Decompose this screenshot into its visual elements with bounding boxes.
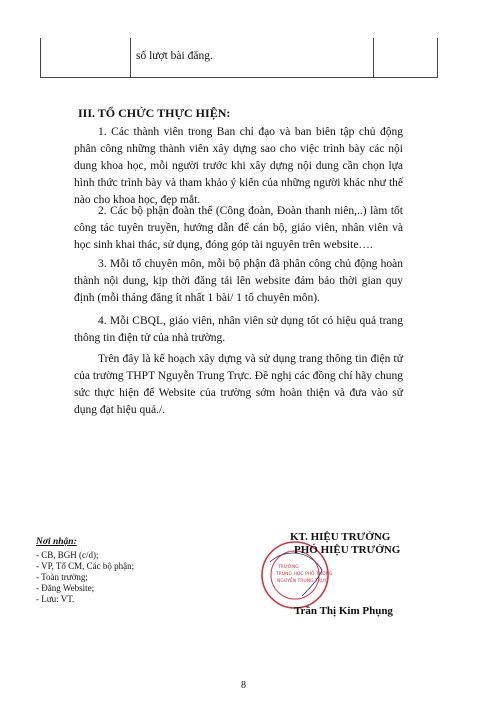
recipient-item: - Đăng Website;: [36, 583, 95, 593]
table-divider: [130, 38, 131, 77]
paragraph-1: 1. Các thành viên trong Ban chỉ đạo và ban biên tập chủ động phân công những thành viên xây dựng sao cho việc trình bày các nội dung khoa học, mỗi người trước khi xây dựng nội dung cần chọn lựa hình thức trình bày và tham khảo ý kiến của những người khác như thế nào cho khoa học, đẹp mắt.: [74, 126, 403, 206]
table-fragment: [40, 38, 438, 78]
paragraph-2: 2. Các bộ phận đoàn thể (Công đoàn, Đoàn thanh niên,..) làm tốt công tác tuyên truyền, hướng dẫn để cán bộ, giáo viên, nhân viên và học sinh khai thác, sử dụng, đóng góp tài nguyên trên website….: [74, 205, 403, 251]
recipients-title: Nơi nhận:: [36, 537, 77, 547]
signature-subtitle: PHÓ HIỆU TRƯỞNG: [294, 544, 401, 556]
svg-text:NGUYỄN TRUNG TRỰC: NGUYỄN TRUNG TRỰC: [277, 579, 328, 584]
table-cell: số lượt bài đăng.: [136, 50, 213, 62]
paragraph-3: 3. Mỗi tổ chuyên môn, mỗi bộ phận đã phân công chủ động hoàn thành nội dung, kịp thời đăng tải lên website đảm bảo thời gian quy định (mỗi tháng đăng ít nhất 1 bài/ 1 tổ chuyên môn).: [74, 258, 403, 304]
page-number: 8: [241, 680, 246, 691]
recipients-block: [36, 537, 134, 605]
paragraph-5: Trên đây là kế hoạch xây dựng và sử dụng trang thông tin điện tử của trường THPT Nguyễn Trung Trực. Đề nghị các đồng chí hãy chung sức thực hiện để Website của trường sớm hoàn thiện và đưa vào sử dụng đạt hiệu quả./.: [74, 353, 403, 416]
table-divider: [373, 38, 374, 77]
svg-text:TRUNG HỌC PHỔ THÔNG: TRUNG HỌC PHỔ THÔNG: [276, 572, 333, 577]
section-heading: III. TỔ CHỨC THỰC HIỆN:: [78, 106, 231, 120]
svg-text:TRƯỜNG: TRƯỜNG: [278, 565, 299, 570]
recipient-item: - Lưu: VT.: [36, 594, 75, 604]
recipient-item: - CB, BGH (c/d);: [36, 550, 99, 560]
paragraph-4: 4. Mỗi CBQL, giáo viên, nhân viên sử dụng tốt có hiệu quả trang thông tin điện tử của nhà trường.: [74, 315, 403, 344]
signer-name: Trần Thị Kim Phụng: [294, 605, 393, 617]
recipient-item: - VP, Tổ CM, Các bộ phận;: [36, 561, 135, 571]
recipient-item: - Toàn trường;: [36, 572, 88, 582]
signature-title: KT. HIỆU TRƯỞNG: [290, 531, 391, 543]
